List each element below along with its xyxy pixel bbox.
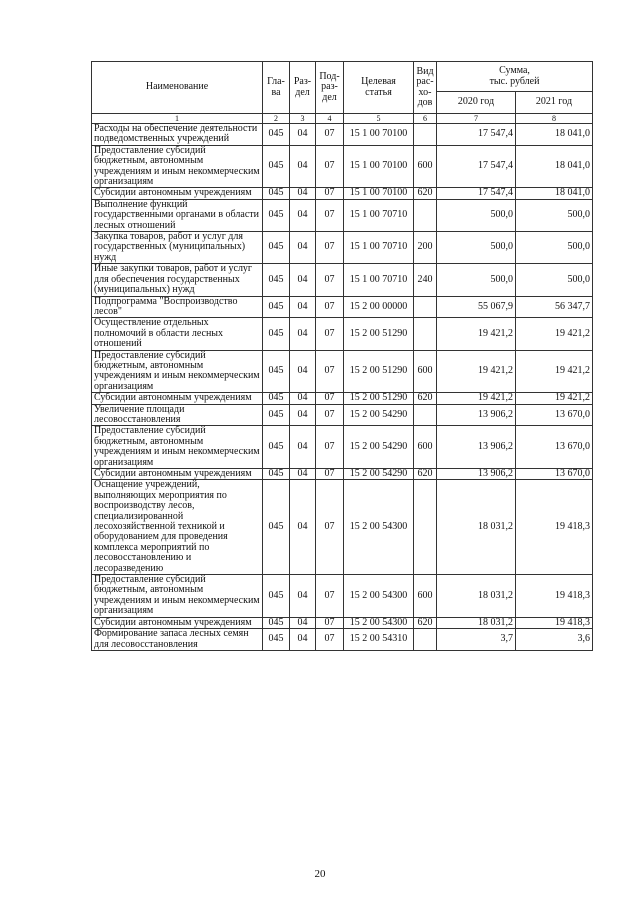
table-row (92, 575, 593, 618)
table-row (92, 393, 593, 404)
row-amount-2020: 18 031,2 (437, 480, 516, 575)
row-name: Расходы на обеспечение деятельности подведомственных учреждений (92, 124, 263, 146)
row-name: Осуществление отдельных полномочий в области лесных отношений (92, 318, 263, 350)
row-statya: 15 2 00 54310 (344, 629, 414, 651)
row-podrazdel: 07 (316, 318, 344, 350)
row-podrazdel: 07 (316, 199, 344, 231)
row-glava: 045 (263, 426, 290, 469)
table-row (92, 404, 593, 426)
row-podrazdel: 07 (316, 629, 344, 651)
row-vid: 620 (414, 188, 437, 199)
row-amount-2020: 19 421,2 (437, 318, 516, 350)
row-amount-2021: 19 418,3 (516, 617, 593, 628)
row-amount-2020: 19 421,2 (437, 393, 516, 404)
row-razdel: 04 (290, 426, 316, 469)
table-row (92, 629, 593, 651)
row-statya: 15 1 00 70710 (344, 232, 414, 264)
row-amount-2020: 18 031,2 (437, 575, 516, 618)
table-row (92, 124, 593, 146)
row-podrazdel: 07 (316, 469, 344, 480)
header-summa: Сумма, тыс. рублей (437, 62, 593, 92)
row-glava: 045 (263, 296, 290, 318)
row-statya: 15 2 00 54300 (344, 480, 414, 575)
row-statya: 15 1 00 70100 (344, 188, 414, 199)
table-header (92, 62, 593, 124)
row-statya: 15 2 00 51290 (344, 393, 414, 404)
row-vid (414, 404, 437, 426)
column-number: 3 (290, 114, 316, 124)
row-glava: 045 (263, 617, 290, 628)
row-razdel: 04 (290, 188, 316, 199)
row-razdel: 04 (290, 199, 316, 231)
row-statya: 15 2 00 54290 (344, 426, 414, 469)
row-amount-2020: 18 031,2 (437, 617, 516, 628)
row-vid: 620 (414, 469, 437, 480)
row-glava: 045 (263, 350, 290, 393)
row-amount-2021: 18 041,0 (516, 145, 593, 188)
row-podrazdel: 07 (316, 232, 344, 264)
row-vid (414, 480, 437, 575)
column-numbers-row (92, 114, 593, 124)
table-row (92, 296, 593, 318)
row-name: Субсидии автономным учреждениям (92, 188, 263, 199)
column-number: 2 (263, 114, 290, 124)
row-glava: 045 (263, 469, 290, 480)
table-row (92, 480, 593, 575)
row-vid: 600 (414, 350, 437, 393)
row-razdel: 04 (290, 232, 316, 264)
row-amount-2020: 500,0 (437, 199, 516, 231)
row-podrazdel: 07 (316, 124, 344, 146)
row-vid: 600 (414, 145, 437, 188)
row-name: Предоставление субсидий бюджетным, автономным учреждениям и иным некоммерческим организациям (92, 575, 263, 618)
row-glava: 045 (263, 124, 290, 146)
row-amount-2021: 500,0 (516, 264, 593, 296)
row-amount-2021: 13 670,0 (516, 426, 593, 469)
table-row (92, 199, 593, 231)
row-razdel: 04 (290, 264, 316, 296)
row-name: Подпрограмма "Воспроизводство лесов" (92, 296, 263, 318)
row-amount-2021: 19 421,2 (516, 393, 593, 404)
row-amount-2020: 19 421,2 (437, 350, 516, 393)
row-name: Предоставление субсидий бюджетным, автономным учреждениям и иным некоммерческим организациям (92, 350, 263, 393)
row-statya: 15 1 00 70710 (344, 199, 414, 231)
row-statya: 15 2 00 00000 (344, 296, 414, 318)
row-glava: 045 (263, 404, 290, 426)
row-name: Закупка товаров, работ и услуг для государственных (муниципальных) нужд (92, 232, 263, 264)
row-vid (414, 629, 437, 651)
row-amount-2021: 13 670,0 (516, 469, 593, 480)
row-podrazdel: 07 (316, 264, 344, 296)
page-number: 20 (314, 868, 326, 880)
row-glava: 045 (263, 629, 290, 651)
row-glava: 045 (263, 199, 290, 231)
row-amount-2020: 500,0 (437, 232, 516, 264)
row-name: Субсидии автономным учреждениям (92, 393, 263, 404)
row-razdel: 04 (290, 350, 316, 393)
row-glava: 045 (263, 232, 290, 264)
row-name: Субсидии автономным учреждениям (92, 617, 263, 628)
row-razdel: 04 (290, 393, 316, 404)
table-row (92, 617, 593, 628)
row-name: Оснащение учреждений, выполняющих мероприятия по воспроизводству лесов, специализированной лесохозяйственной техникой и оборудованием для проведения комплекса мероприятий по лесовосстановлению и лесоразведению (92, 480, 263, 575)
row-amount-2020: 13 906,2 (437, 469, 516, 480)
header-year-2020: 2020 год (437, 92, 516, 114)
row-amount-2020: 13 906,2 (437, 404, 516, 426)
table-row (92, 264, 593, 296)
row-glava: 045 (263, 188, 290, 199)
row-amount-2021: 500,0 (516, 232, 593, 264)
row-razdel: 04 (290, 617, 316, 628)
row-vid: 240 (414, 264, 437, 296)
row-amount-2020: 17 547,4 (437, 124, 516, 146)
row-vid (414, 318, 437, 350)
row-podrazdel: 07 (316, 404, 344, 426)
row-statya: 15 2 00 51290 (344, 318, 414, 350)
row-name: Предоставление субсидий бюджетным, автономным учреждениям и иным некоммерческим организациям (92, 145, 263, 188)
row-vid: 620 (414, 617, 437, 628)
row-amount-2020: 17 547,4 (437, 188, 516, 199)
header-name: Наименование (92, 62, 263, 114)
row-podrazdel: 07 (316, 188, 344, 199)
column-number: 7 (437, 114, 516, 124)
row-razdel: 04 (290, 575, 316, 618)
row-podrazdel: 07 (316, 393, 344, 404)
row-vid: 600 (414, 575, 437, 618)
row-amount-2021: 56 347,7 (516, 296, 593, 318)
row-glava: 045 (263, 393, 290, 404)
row-vid (414, 124, 437, 146)
row-amount-2021: 13 670,0 (516, 404, 593, 426)
row-amount-2021: 19 421,2 (516, 350, 593, 393)
column-number: 6 (414, 114, 437, 124)
header-vid: Вид рас- хо- дов (414, 62, 437, 114)
column-number: 1 (92, 114, 263, 124)
row-podrazdel: 07 (316, 617, 344, 628)
budget-table (91, 61, 593, 651)
row-name: Выполнение функций государственными органами в области лесных отношений (92, 199, 263, 231)
row-razdel: 04 (290, 318, 316, 350)
row-amount-2020: 500,0 (437, 264, 516, 296)
table-row (92, 350, 593, 393)
column-number: 5 (344, 114, 414, 124)
row-statya: 15 2 00 54300 (344, 575, 414, 618)
row-amount-2021: 19 418,3 (516, 575, 593, 618)
row-amount-2021: 18 041,0 (516, 124, 593, 146)
column-number: 8 (516, 114, 593, 124)
row-amount-2021: 18 041,0 (516, 188, 593, 199)
row-glava: 045 (263, 145, 290, 188)
row-amount-2020: 17 547,4 (437, 145, 516, 188)
row-vid: 600 (414, 426, 437, 469)
row-glava: 045 (263, 318, 290, 350)
row-podrazdel: 07 (316, 575, 344, 618)
row-amount-2021: 3,6 (516, 629, 593, 651)
row-amount-2020: 3,7 (437, 629, 516, 651)
table-row (92, 469, 593, 480)
table-row (92, 318, 593, 350)
row-razdel: 04 (290, 296, 316, 318)
header-glava: Гла- ва (263, 62, 290, 114)
row-name: Предоставление субсидий бюджетным, автономным учреждениям и иным некоммерческим организациям (92, 426, 263, 469)
row-podrazdel: 07 (316, 480, 344, 575)
header-year-2021: 2021 год (516, 92, 593, 114)
row-vid (414, 296, 437, 318)
row-razdel: 04 (290, 124, 316, 146)
row-statya: 15 1 00 70100 (344, 145, 414, 188)
row-name: Иные закупки товаров, работ и услуг для обеспечения государственных (муниципальных) нужд (92, 264, 263, 296)
row-amount-2020: 55 067,9 (437, 296, 516, 318)
table-body (92, 124, 593, 651)
row-podrazdel: 07 (316, 145, 344, 188)
row-statya: 15 2 00 54300 (344, 617, 414, 628)
row-vid: 200 (414, 232, 437, 264)
row-name: Субсидии автономным учреждениям (92, 469, 263, 480)
row-vid: 620 (414, 393, 437, 404)
row-razdel: 04 (290, 629, 316, 651)
row-podrazdel: 07 (316, 426, 344, 469)
row-amount-2021: 500,0 (516, 199, 593, 231)
header-razdel: Раз- дел (290, 62, 316, 114)
header-statya: Целевая статья (344, 62, 414, 114)
row-glava: 045 (263, 264, 290, 296)
row-razdel: 04 (290, 480, 316, 575)
row-amount-2021: 19 418,3 (516, 480, 593, 575)
row-vid (414, 199, 437, 231)
column-number: 4 (316, 114, 344, 124)
row-razdel: 04 (290, 145, 316, 188)
row-amount-2020: 13 906,2 (437, 426, 516, 469)
row-razdel: 04 (290, 404, 316, 426)
row-podrazdel: 07 (316, 296, 344, 318)
row-podrazdel: 07 (316, 350, 344, 393)
row-statya: 15 1 00 70710 (344, 264, 414, 296)
table-row (92, 232, 593, 264)
row-name: Увеличение площади лесовосстановления (92, 404, 263, 426)
table-row (92, 145, 593, 188)
row-statya: 15 2 00 51290 (344, 350, 414, 393)
row-amount-2021: 19 421,2 (516, 318, 593, 350)
row-name: Формирование запаса лесных семян для лесовосстановления (92, 629, 263, 651)
row-glava: 045 (263, 480, 290, 575)
row-statya: 15 2 00 54290 (344, 469, 414, 480)
row-statya: 15 1 00 70100 (344, 124, 414, 146)
row-statya: 15 2 00 54290 (344, 404, 414, 426)
header-podrazdel: Под- раз- дел (316, 62, 344, 114)
table-row (92, 426, 593, 469)
row-razdel: 04 (290, 469, 316, 480)
row-glava: 045 (263, 575, 290, 618)
table-row (92, 188, 593, 199)
